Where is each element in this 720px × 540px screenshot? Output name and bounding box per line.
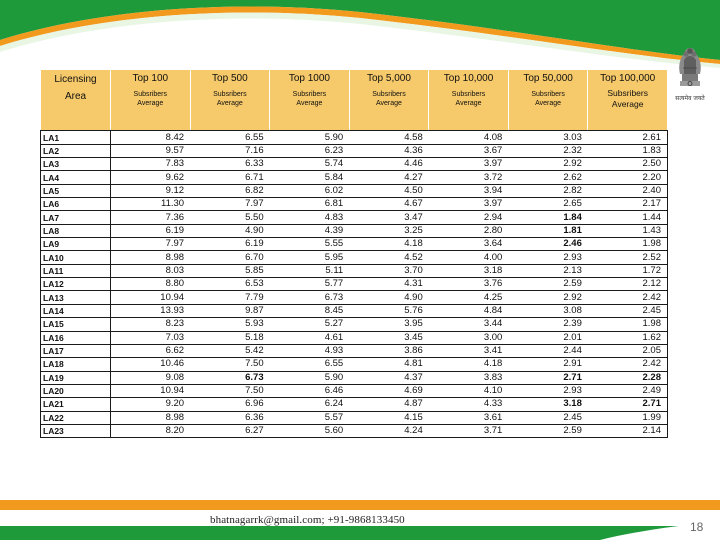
- value-cell: 3.67: [429, 144, 509, 157]
- table-row: [41, 424, 668, 437]
- licensing-area-cell: LA20: [41, 384, 111, 397]
- header-sub1: Subsribers: [372, 91, 406, 98]
- table-row: [41, 304, 668, 317]
- value-cell: 6.82: [190, 184, 270, 197]
- value-cell: 6.53: [190, 278, 270, 291]
- value-cell: 6.96: [190, 398, 270, 411]
- value-cell: 7.97: [190, 198, 270, 211]
- value-cell: 6.71: [190, 171, 270, 184]
- licensing-area-cell: LA12: [41, 278, 111, 291]
- header-top-50000: [508, 70, 588, 118]
- licensing-area-cell: LA5: [41, 184, 111, 197]
- value-cell: 1.62: [588, 331, 668, 344]
- value-cell: 10.46: [111, 358, 191, 371]
- header-top-100: [111, 70, 191, 118]
- value-cell: 1.84: [508, 211, 588, 224]
- value-cell: 3.72: [429, 171, 509, 184]
- value-cell: 3.41: [429, 344, 509, 357]
- value-cell: 3.47: [349, 211, 429, 224]
- header-top-100000: [588, 70, 668, 118]
- value-cell: 13.93: [111, 304, 191, 317]
- value-cell: 8.20: [111, 424, 191, 437]
- value-cell: 3.86: [349, 344, 429, 357]
- value-cell: 6.19: [190, 238, 270, 251]
- table-row: [41, 211, 668, 224]
- header-sub1: Subsribers: [607, 88, 648, 98]
- header-title: Top 5,000: [367, 73, 411, 84]
- table-row: [41, 358, 668, 371]
- table-row: [41, 291, 668, 304]
- value-cell: 2.59: [508, 278, 588, 291]
- licensing-area-cell: LA11: [41, 264, 111, 277]
- value-cell: 9.20: [111, 398, 191, 411]
- value-cell: 1.99: [588, 411, 668, 424]
- national-emblem: [668, 40, 712, 114]
- header-sub2: Average: [455, 100, 482, 107]
- header-top-10000: [429, 70, 509, 118]
- value-cell: 6.70: [190, 251, 270, 264]
- licensing-area-cell: LA3: [41, 158, 111, 171]
- value-cell: 6.27: [190, 424, 270, 437]
- value-cell: 2.44: [508, 344, 588, 357]
- value-cell: 2.65: [508, 198, 588, 211]
- header-sub1: Subsribers: [292, 91, 327, 98]
- value-cell: 6.73: [190, 371, 270, 384]
- value-cell: 4.67: [349, 198, 429, 211]
- header-sub2: Average: [535, 100, 562, 107]
- value-cell: 4.90: [190, 224, 270, 237]
- value-cell: 8.45: [270, 304, 350, 317]
- value-cell: 4.27: [349, 171, 429, 184]
- value-cell: 4.46: [349, 158, 429, 171]
- table-body: [41, 131, 668, 438]
- value-cell: 5.42: [190, 344, 270, 357]
- value-cell: 2.14: [588, 424, 668, 437]
- table-row: [41, 131, 668, 144]
- header-sub1: Subsribers: [451, 91, 486, 98]
- value-cell: 3.08: [508, 304, 588, 317]
- licensing-area-cell: LA4: [41, 171, 111, 184]
- table-row: [41, 344, 668, 357]
- value-cell: 5.85: [190, 264, 270, 277]
- value-cell: 2.52: [588, 251, 668, 264]
- value-cell: 8.80: [111, 278, 191, 291]
- header-top-500: [190, 70, 270, 118]
- value-cell: 3.61: [429, 411, 509, 424]
- licensing-area-cell: LA14: [41, 304, 111, 317]
- value-cell: 4.90: [349, 291, 429, 304]
- licensing-area-cell: LA9: [41, 238, 111, 251]
- value-cell: 6.55: [270, 358, 350, 371]
- value-cell: 6.55: [190, 131, 270, 144]
- value-cell: 7.97: [111, 238, 191, 251]
- value-cell: 3.76: [429, 278, 509, 291]
- emblem-caption: सत्यमेव जयते: [675, 95, 705, 102]
- value-cell: 6.62: [111, 344, 191, 357]
- value-cell: 7.03: [111, 331, 191, 344]
- value-cell: 2.12: [588, 278, 668, 291]
- value-cell: 2.50: [588, 158, 668, 171]
- header-spacer-row: [41, 118, 668, 131]
- footer-contact: bhatnagarrk@gmail.com; +91-9868133450: [210, 514, 405, 526]
- value-cell: 4.84: [429, 304, 509, 317]
- value-cell: 4.00: [429, 251, 509, 264]
- value-cell: 6.24: [270, 398, 350, 411]
- header-sub2: Average: [296, 100, 323, 107]
- value-cell: 9.57: [111, 144, 191, 157]
- subscribers-average-table: [40, 70, 668, 438]
- header-title: Top 50,000: [523, 73, 573, 84]
- value-cell: 7.16: [190, 144, 270, 157]
- value-cell: 2.17: [588, 198, 668, 211]
- value-cell: 4.36: [349, 144, 429, 157]
- value-cell: 2.45: [508, 411, 588, 424]
- top-banner-decoration: [0, 0, 720, 70]
- value-cell: 4.50: [349, 184, 429, 197]
- value-cell: 4.52: [349, 251, 429, 264]
- table-row: [41, 278, 668, 291]
- value-cell: 3.18: [508, 398, 588, 411]
- value-cell: 3.83: [429, 371, 509, 384]
- value-cell: 3.97: [429, 158, 509, 171]
- value-cell: 2.61: [588, 131, 668, 144]
- header-title: Top 100: [132, 73, 169, 84]
- value-cell: 10.94: [111, 291, 191, 304]
- licensing-area-cell: LA22: [41, 411, 111, 424]
- licensing-area-cell: LA7: [41, 211, 111, 224]
- value-cell: 1.98: [588, 238, 668, 251]
- value-cell: 2.91: [508, 358, 588, 371]
- table-row: [41, 398, 668, 411]
- value-cell: 2.71: [588, 398, 668, 411]
- page-number: 18: [690, 520, 704, 534]
- table-row: [41, 171, 668, 184]
- value-cell: 4.25: [429, 291, 509, 304]
- value-cell: 4.61: [270, 331, 350, 344]
- table-row: [41, 158, 668, 171]
- value-cell: 3.45: [349, 331, 429, 344]
- value-cell: 7.50: [190, 358, 270, 371]
- value-cell: 7.83: [111, 158, 191, 171]
- value-cell: 6.33: [190, 158, 270, 171]
- value-cell: 2.28: [588, 371, 668, 384]
- header-area-label: Area: [64, 91, 87, 102]
- value-cell: 3.03: [508, 131, 588, 144]
- table-row: [41, 251, 668, 264]
- value-cell: 5.57: [270, 411, 350, 424]
- value-cell: 1.83: [588, 144, 668, 157]
- value-cell: 2.13: [508, 264, 588, 277]
- value-cell: 3.18: [429, 264, 509, 277]
- value-cell: 2.62: [508, 171, 588, 184]
- value-cell: 8.98: [111, 411, 191, 424]
- header-licensing-area: [41, 70, 111, 118]
- value-cell: 2.59: [508, 424, 588, 437]
- value-cell: 3.97: [429, 198, 509, 211]
- value-cell: 3.94: [429, 184, 509, 197]
- table-row: [41, 144, 668, 157]
- table-row: [41, 198, 668, 211]
- value-cell: 6.23: [270, 144, 350, 157]
- table-row: [41, 331, 668, 344]
- value-cell: 5.11: [270, 264, 350, 277]
- value-cell: 1.81: [508, 224, 588, 237]
- value-cell: 1.98: [588, 318, 668, 331]
- value-cell: 3.70: [349, 264, 429, 277]
- value-cell: 2.42: [588, 358, 668, 371]
- value-cell: 7.50: [190, 384, 270, 397]
- header-sub1: Subsribers: [133, 91, 168, 98]
- value-cell: 4.87: [349, 398, 429, 411]
- value-cell: 5.90: [270, 131, 350, 144]
- value-cell: 2.92: [508, 291, 588, 304]
- value-cell: 2.94: [429, 211, 509, 224]
- value-cell: 5.95: [270, 251, 350, 264]
- value-cell: 4.58: [349, 131, 429, 144]
- value-cell: 5.74: [270, 158, 350, 171]
- value-cell: 2.40: [588, 184, 668, 197]
- value-cell: 2.46: [508, 238, 588, 251]
- value-cell: 4.10: [429, 384, 509, 397]
- value-cell: 1.72: [588, 264, 668, 277]
- value-cell: 5.77: [270, 278, 350, 291]
- value-cell: 6.19: [111, 224, 191, 237]
- value-cell: 4.18: [429, 358, 509, 371]
- header-title: Top 10,000: [443, 73, 494, 84]
- value-cell: 5.50: [190, 211, 270, 224]
- licensing-area-cell: LA1: [41, 131, 111, 144]
- value-cell: 2.01: [508, 331, 588, 344]
- value-cell: 3.64: [429, 238, 509, 251]
- value-cell: 2.71: [508, 371, 588, 384]
- licensing-area-cell: LA18: [41, 358, 111, 371]
- value-cell: 4.83: [270, 211, 350, 224]
- table-row: [41, 371, 668, 384]
- header-sub2: Average: [137, 100, 164, 107]
- table-row: [41, 184, 668, 197]
- value-cell: 9.62: [111, 171, 191, 184]
- licensing-area-cell: LA16: [41, 331, 111, 344]
- header-title: Top 500: [212, 73, 248, 84]
- value-cell: 5.76: [349, 304, 429, 317]
- value-cell: 6.46: [270, 384, 350, 397]
- value-cell: 5.27: [270, 318, 350, 331]
- value-cell: 3.95: [349, 318, 429, 331]
- value-cell: 6.36: [190, 411, 270, 424]
- value-cell: 1.43: [588, 224, 668, 237]
- header-top-5000: [349, 70, 429, 118]
- value-cell: 2.32: [508, 144, 588, 157]
- value-cell: 5.60: [270, 424, 350, 437]
- value-cell: 3.25: [349, 224, 429, 237]
- value-cell: 2.39: [508, 318, 588, 331]
- value-cell: 4.24: [349, 424, 429, 437]
- value-cell: 6.02: [270, 184, 350, 197]
- table-row: [41, 238, 668, 251]
- value-cell: 4.93: [270, 344, 350, 357]
- header-sub2: Average: [375, 100, 402, 107]
- value-cell: 1.44: [588, 211, 668, 224]
- value-cell: 5.55: [270, 238, 350, 251]
- table-row: [41, 318, 668, 331]
- value-cell: 4.39: [270, 224, 350, 237]
- licensing-area-cell: LA19: [41, 371, 111, 384]
- value-cell: 5.84: [270, 171, 350, 184]
- licensing-area-cell: LA15: [41, 318, 111, 331]
- value-cell: 10.94: [111, 384, 191, 397]
- licensing-area-cell: LA23: [41, 424, 111, 437]
- value-cell: 11.30: [111, 198, 191, 211]
- value-cell: 2.05: [588, 344, 668, 357]
- value-cell: 7.79: [190, 291, 270, 304]
- value-cell: 9.87: [190, 304, 270, 317]
- value-cell: 2.42: [588, 291, 668, 304]
- table-row: [41, 411, 668, 424]
- value-cell: 9.08: [111, 371, 191, 384]
- header-title: Top 1000: [288, 73, 330, 84]
- licensing-area-cell: LA6: [41, 198, 111, 211]
- value-cell: 6.73: [270, 291, 350, 304]
- value-cell: 7.36: [111, 211, 191, 224]
- value-cell: 2.45: [588, 304, 668, 317]
- header-sub1: Subsribers: [531, 91, 565, 98]
- value-cell: 4.69: [349, 384, 429, 397]
- ashoka-emblem-icon: [668, 40, 712, 114]
- header-sub1: Subsribers: [213, 91, 247, 98]
- value-cell: 2.82: [508, 184, 588, 197]
- header-title: Top 100,000: [600, 73, 656, 84]
- value-cell: 4.37: [349, 371, 429, 384]
- value-cell: 3.44: [429, 318, 509, 331]
- value-cell: 3.00: [429, 331, 509, 344]
- value-cell: 8.03: [111, 264, 191, 277]
- value-cell: 2.49: [588, 384, 668, 397]
- value-cell: 4.33: [429, 398, 509, 411]
- header-licensing-label: Licensing: [54, 74, 97, 85]
- value-cell: 4.15: [349, 411, 429, 424]
- value-cell: 2.93: [508, 251, 588, 264]
- value-cell: 3.71: [429, 424, 509, 437]
- table-row: [41, 384, 668, 397]
- table-row: [41, 224, 668, 237]
- header-top-1000: [270, 70, 350, 118]
- value-cell: 4.18: [349, 238, 429, 251]
- value-cell: 4.81: [349, 358, 429, 371]
- licensing-area-cell: LA8: [41, 224, 111, 237]
- value-cell: 6.81: [270, 198, 350, 211]
- licensing-area-cell: LA21: [41, 398, 111, 411]
- value-cell: 8.42: [111, 131, 191, 144]
- licensing-area-cell: LA2: [41, 144, 111, 157]
- value-cell: 2.20: [588, 171, 668, 184]
- value-cell: 5.18: [190, 331, 270, 344]
- value-cell: 8.23: [111, 318, 191, 331]
- value-cell: 5.90: [270, 371, 350, 384]
- value-cell: 9.12: [111, 184, 191, 197]
- licensing-area-cell: LA17: [41, 344, 111, 357]
- licensing-area-cell: LA13: [41, 291, 111, 304]
- header-sub2: Average: [611, 99, 644, 109]
- licensing-area-cell: LA10: [41, 251, 111, 264]
- table-header-row: [41, 70, 668, 118]
- table-row: [41, 264, 668, 277]
- value-cell: 2.93: [508, 384, 588, 397]
- value-cell: 4.31: [349, 278, 429, 291]
- header-sub2: Average: [216, 100, 243, 107]
- value-cell: 5.93: [190, 318, 270, 331]
- value-cell: 4.08: [429, 131, 509, 144]
- value-cell: 8.98: [111, 251, 191, 264]
- value-cell: 2.92: [508, 158, 588, 171]
- value-cell: 2.80: [429, 224, 509, 237]
